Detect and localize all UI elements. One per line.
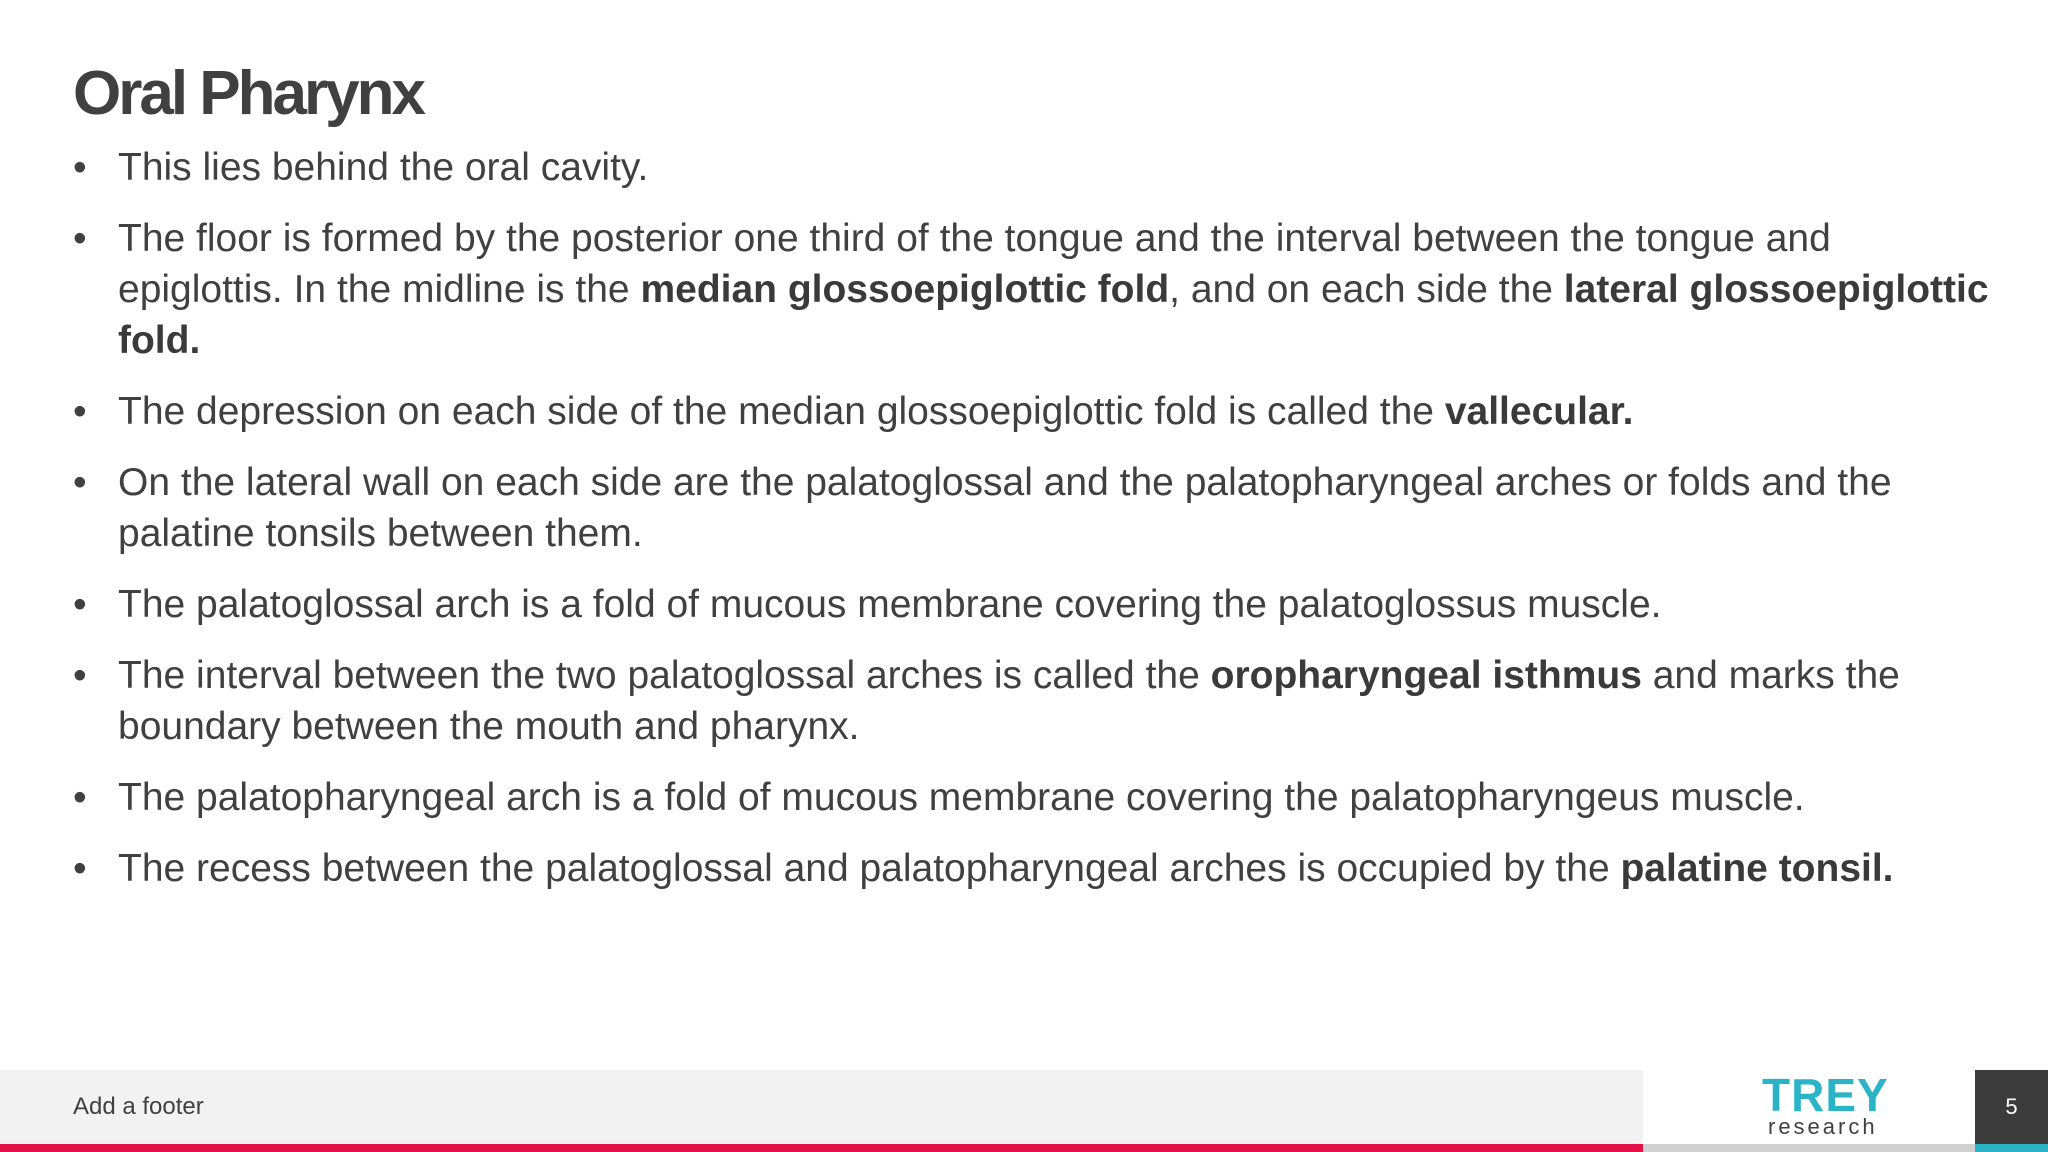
bullet-text: The depression on each side of the median glossoepiglottic fold is called the [118,390,1445,433]
bullet-dot-icon: • [73,583,87,626]
bullet-item [73,386,1993,437]
bullet-item [73,772,1993,823]
page-number: 5 [2005,1094,2018,1119]
bullet-dot-icon: • [73,654,87,697]
bullet-item [73,843,1993,894]
bullet-text: The floor is formed by the posterior one third of the tongue and the interval between the tongue and epiglottis. In the midline is the [118,217,1831,311]
bullet-text-bold: median glossoepiglottic fold [640,268,1170,311]
bullet-text-bold: vallecular. [1444,390,1634,433]
accent-bar-red [0,1144,1643,1152]
accent-bar-cyan [1975,1144,2048,1152]
bullet-dot-icon: • [73,461,87,504]
bullet-item [73,142,1993,193]
bullet-text: The palatoglossal arch is a fold of mucous membrane covering the palatoglossus muscle. [118,583,1662,626]
footer-text[interactable]: Add a footer [73,1093,204,1120]
bullet-text: , and on each side the [1169,268,1564,311]
bullet-item [73,457,1993,559]
bullet-dot-icon: • [73,776,87,819]
bullet-text: This lies behind the oral cavity. [118,146,649,189]
bullet-text: The interval between the two palatoglossal arches is called the [118,654,1211,697]
slide-title: Oral Pharynx [73,59,423,128]
logo-research: research [1768,1114,1878,1139]
bullet-dot-icon: • [73,217,87,260]
bullet-list [73,142,1993,914]
bullet-text-bold: lateral glossoepiglottic fold. [118,268,1989,362]
bullet-text-bold: palatine tonsil. [1620,847,1894,890]
bullet-dot-icon: • [73,847,87,890]
footer-bar [0,1070,1643,1144]
bullet-item [73,213,1993,366]
bullet-text: and marks the boundary between the mouth and pharynx. [118,654,1900,748]
bullet-text: On the lateral wall on each side are the palatoglossal and the palatopharyngeal arches or folds and the palatine tonsils between them. [118,461,1892,555]
bullet-text: The recess between the palatoglossal and palatopharyngeal arches is occupied by the [118,847,1621,890]
bullet-item [73,650,1993,752]
logo-trey: TREY [1762,1069,1889,1121]
bullet-item [73,579,1993,630]
bullet-text: The palatopharyngeal arch is a fold of mucous membrane covering the palatopharyngeus muscle. [118,776,1805,819]
accent-bar-gray [1643,1144,1975,1152]
bullet-dot-icon: • [73,390,87,433]
bullet-text-bold: oropharyngeal isthmus [1210,654,1642,697]
bullet-dot-icon: • [73,146,87,189]
